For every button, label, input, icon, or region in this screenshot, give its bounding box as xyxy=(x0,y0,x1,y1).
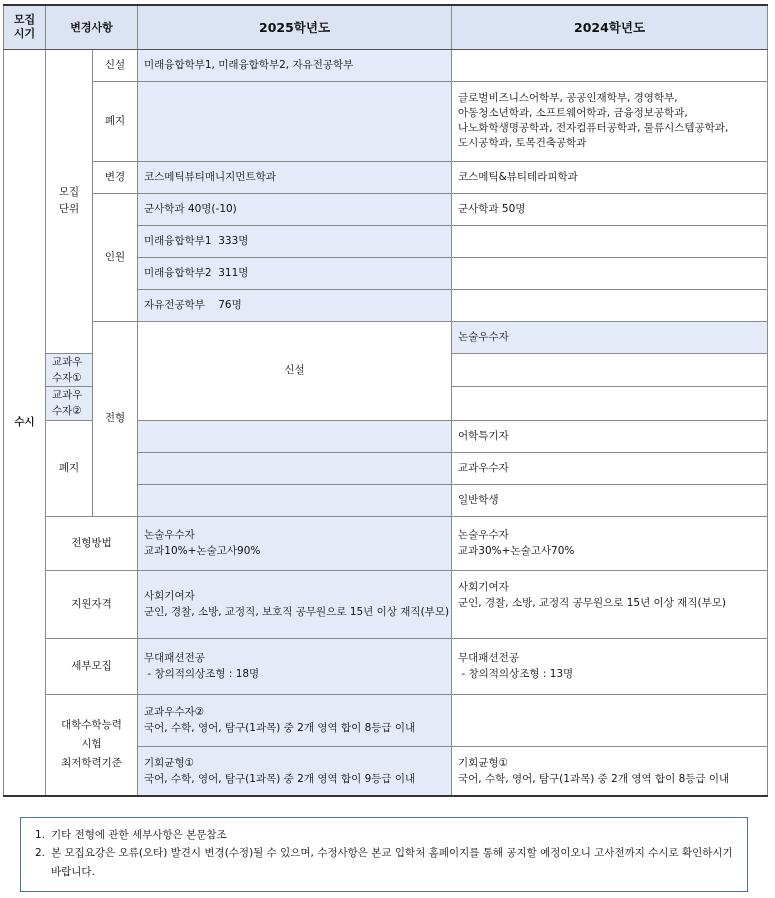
sub-2025 xyxy=(138,638,452,694)
label-change: 변경 xyxy=(93,161,138,193)
unit-change-2024: 코스메틱&뷰티테라피학과 xyxy=(452,161,768,193)
qual-2025-detail: 군인, 경찰, 소방, 교정직, 보호직 공무원으로 15년 이상 재직(부모) xyxy=(144,606,450,619)
label-quota: 인원 xyxy=(93,193,138,321)
label-qualification: 지원자격 xyxy=(46,570,138,638)
jh-abolish-2024-2: 일반학생 xyxy=(452,484,768,516)
header-change: 변경사항 xyxy=(46,5,138,49)
note-text: 기타 전형에 관한 세부사항은 본문참조 xyxy=(51,829,227,841)
csat1-2025 xyxy=(138,694,452,746)
label-csat: 대학수학능력 시험 최저학력기준 xyxy=(46,694,138,796)
table-row xyxy=(4,570,768,638)
csat2-2025-detail: 국어, 수학, 영어, 탐구(1과목) 중 2개 영역 합이 9등급 이내 xyxy=(144,772,416,785)
note-text: 본 모집요강은 오류(오타) 발견시 변경(수정)될 수 있으며, 수정사항은 본교 입학처 홈페이지를 통해 공지할 예정이오니 고사전까지 수시로 확인하시기 바랍니다. xyxy=(51,847,733,878)
method-2024-detail: 교과30%+논술고사70% xyxy=(458,545,575,558)
jh-abolish-2025-2 xyxy=(138,484,452,516)
quota-2024-2 xyxy=(452,257,768,289)
quota-2024-0: 군사학과 50명 xyxy=(452,193,768,225)
qual-2024 xyxy=(452,570,768,638)
quota-2024-1 xyxy=(452,225,768,257)
note-item xyxy=(35,844,737,881)
header-2025: 2025학년도 xyxy=(138,5,452,49)
jh-new-2024-2 xyxy=(452,387,768,421)
header-period: 모집 시기 xyxy=(4,5,46,49)
label-jeonhyeong: 전형 xyxy=(93,321,138,516)
label-new: 신설 xyxy=(93,49,138,81)
csat2-2024-detail: 국어, 수학, 영어, 탐구(1과목) 중 2개 영역 합이 8등급 이내 xyxy=(458,772,730,785)
csat2-2024-title: 기회균형① xyxy=(458,756,509,769)
label-jh-abolish: 폐지 xyxy=(46,420,93,516)
csat1-2024 xyxy=(452,694,768,746)
method-2025-detail: 교과10%+논술고사90% xyxy=(144,545,261,558)
label-abolish: 폐지 xyxy=(93,81,138,161)
unit-new-2025: 미래융합학부1, 미래융합학부2, 자유전공학부 xyxy=(138,49,452,81)
method-2025 xyxy=(138,516,452,570)
quota-2025-2: 미래융합학부2 311명 xyxy=(138,257,452,289)
note-number: 2. xyxy=(35,847,46,860)
quota-2024-3 xyxy=(452,289,768,321)
header-2024: 2024학년도 xyxy=(452,5,768,49)
label-jh-new: 신설 xyxy=(138,321,452,420)
qual-2024-detail: 군인, 경찰, 소방, 교정직 공무원으로 15년 이상 재직(부모) xyxy=(458,596,726,609)
jh-new-2024-1 xyxy=(452,353,768,387)
table-row xyxy=(4,694,768,746)
sub-2024-detail: - 창의적의상조형 : 13명 xyxy=(458,668,574,681)
method-2025-title: 논술우수자 xyxy=(144,528,195,541)
table-row xyxy=(4,161,768,193)
notes-box xyxy=(20,817,748,892)
quota-2025-0: 군사학과 40명(-10) xyxy=(138,193,452,225)
table-row xyxy=(4,49,768,81)
method-2024-title: 논술우수자 xyxy=(458,528,509,541)
table-row xyxy=(4,321,768,353)
quota-2025-1: 미래융합학부1 333명 xyxy=(138,225,452,257)
jh-new-2025-0: 논술우수자 xyxy=(452,321,768,353)
note-number: 1. xyxy=(35,829,46,841)
qual-2025 xyxy=(138,570,452,638)
jh-abolish-2025-1 xyxy=(138,452,452,484)
jh-new-2025-2: 교과우수자② xyxy=(46,387,93,421)
changes-table xyxy=(3,4,768,797)
jh-abolish-2024-1: 교과우수자 xyxy=(452,452,768,484)
label-subrecruit: 세부모집 xyxy=(46,638,138,694)
note-item xyxy=(35,826,737,844)
table-row xyxy=(4,193,768,225)
qual-2024-title: 사회기여자 xyxy=(458,580,509,593)
unit-abolish-2025 xyxy=(138,81,452,161)
table-row xyxy=(4,516,768,570)
label-susi: 수시 xyxy=(4,49,46,796)
method-2024 xyxy=(452,516,768,570)
unit-new-2024 xyxy=(452,49,768,81)
jh-abolish-2025-0 xyxy=(138,420,452,452)
jh-abolish-2024-0: 어학특기자 xyxy=(452,420,768,452)
sub-2024-title: 무대패션전공 xyxy=(458,651,519,664)
sub-2024 xyxy=(452,638,768,694)
csat2-2025 xyxy=(138,746,452,796)
label-unit: 모집 단위 xyxy=(46,49,93,353)
unit-abolish-2024: 글로벌비즈니스어학부, 공공인재학부, 경영학부, 아동청소년학과, 소프트웨어학과, 금융정보공학과, 나노화학생명공학과, 전자컴퓨터공학과, 물류시스템공학과, 도시공학과, 토목건축공학과 xyxy=(452,81,768,161)
csat1-2025-title: 교과우수자② xyxy=(144,705,205,718)
csat2-2025-title: 기회균형① xyxy=(144,756,195,769)
sub-2025-detail: - 창의적의상조형 : 18명 xyxy=(144,668,260,681)
sub-2025-title: 무대패션전공 xyxy=(144,651,205,664)
label-method: 전형방법 xyxy=(46,516,138,570)
jh-new-2025-1: 교과우수자① xyxy=(46,353,93,387)
table-row xyxy=(4,638,768,694)
qual-2025-title: 사회기여자 xyxy=(144,589,195,602)
unit-change-2025: 코스메틱뷰티매니지먼트학과 xyxy=(138,161,452,193)
csat1-2025-detail: 국어, 수학, 영어, 탐구(1과목) 중 2개 영역 합이 8등급 이내 xyxy=(144,722,416,735)
header-row xyxy=(4,5,768,49)
table-row xyxy=(4,81,768,161)
quota-2025-3: 자유전공학부 76명 xyxy=(138,289,452,321)
csat2-2024 xyxy=(452,746,768,796)
